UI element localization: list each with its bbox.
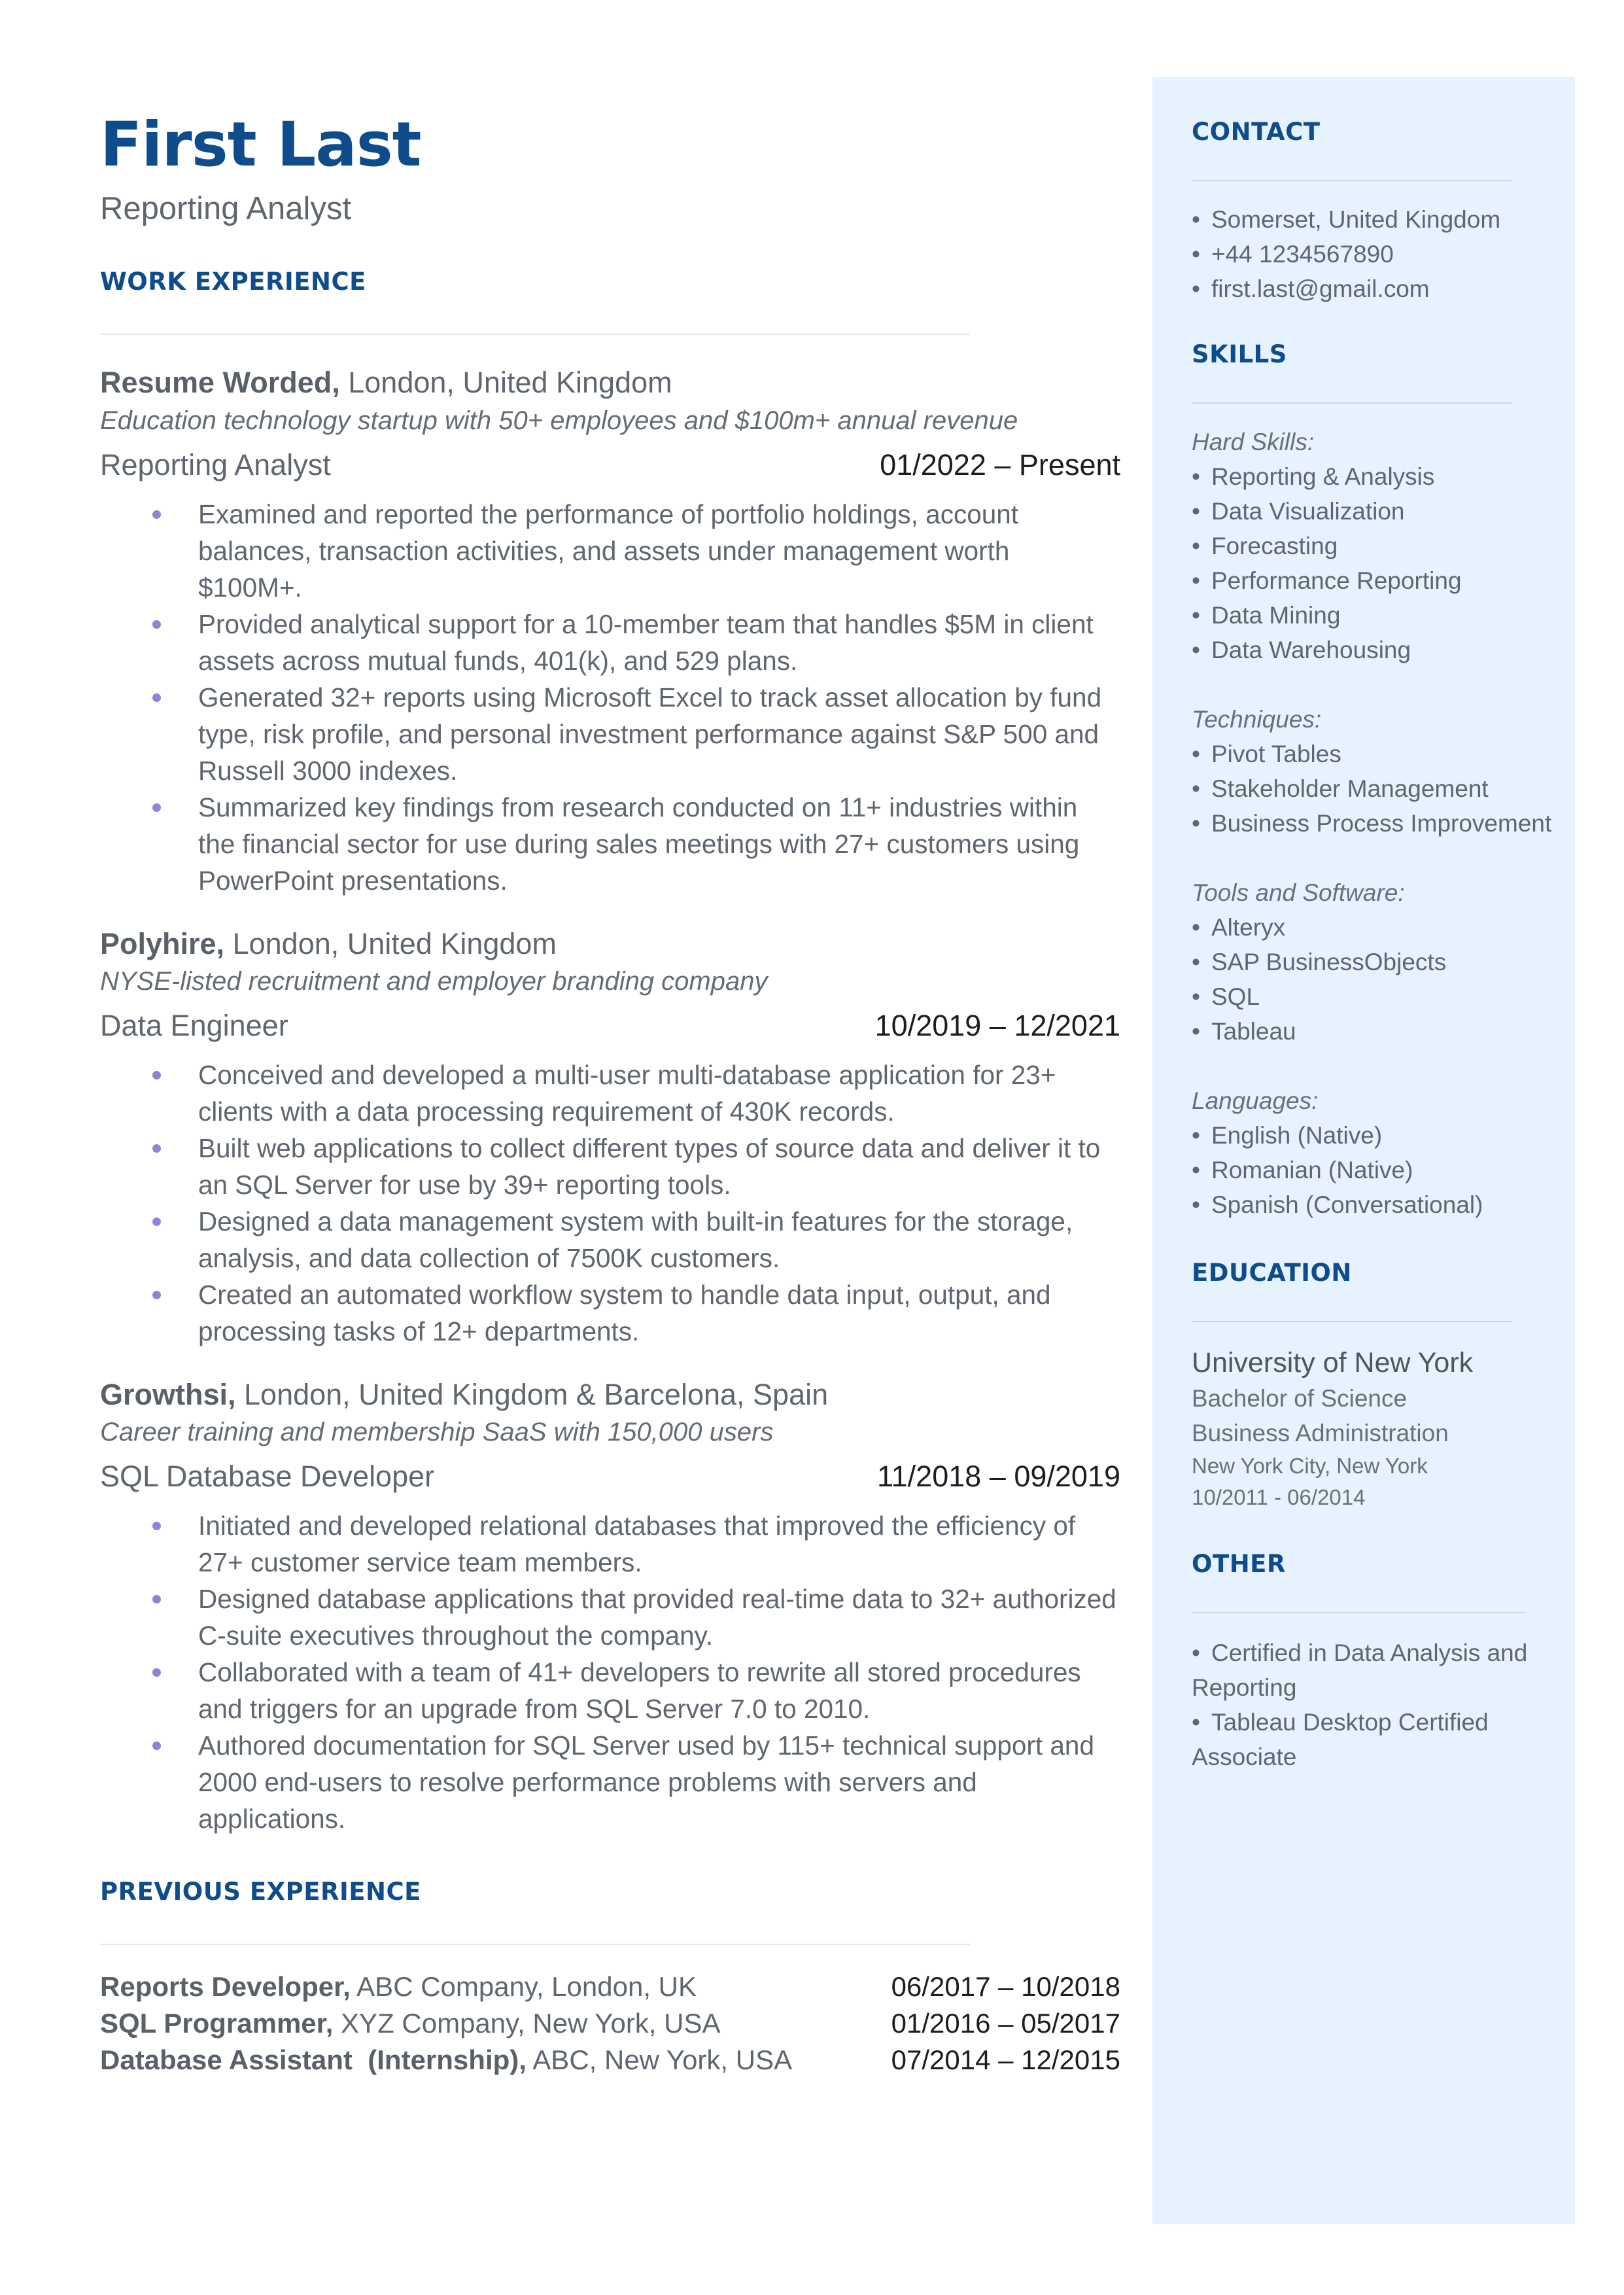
job-bullet: Initiated and developed relational databases that improved the efficiency of 27+ customer service team members.	[100, 1507, 1120, 1581]
work-experience-title: WORK EXPERIENCE	[100, 268, 366, 296]
sidebar-divider	[1192, 1321, 1512, 1322]
skill-item: • Data Mining	[1192, 602, 1341, 629]
company-line	[100, 1376, 1120, 1414]
skill-item: • Performance Reporting	[1192, 567, 1462, 594]
job-dates: 10/2019 – 12/2021	[874, 1009, 1120, 1043]
job-entry	[100, 364, 1120, 898]
previous-role: Database Assistant (Internship),	[100, 2044, 527, 2076]
previous-dates: 07/2014 – 12/2015	[891, 2044, 1120, 2076]
other-item: • Tableau Desktop Certified Associate	[1192, 1709, 1489, 1770]
skill-group	[1192, 1083, 1564, 1222]
skill-group	[1192, 702, 1564, 841]
contact-email[interactable]: • first.last@gmail.com	[1192, 272, 1564, 306]
skill-item: • Pivot Tables	[1192, 741, 1341, 767]
company-location: London, United Kingdom	[339, 366, 672, 400]
education-dates: 10/2011 - 06/2014	[1192, 1485, 1366, 1509]
contact-list	[1192, 202, 1564, 306]
education-degree: Bachelor of Science	[1192, 1385, 1408, 1412]
company-line	[100, 925, 1120, 964]
skill-item: • Reporting & Analysis	[1192, 463, 1435, 490]
education-field: Business Administration	[1192, 1420, 1449, 1446]
contact-location: • Somerset, United Kingdom	[1192, 202, 1564, 237]
previous-dates: 06/2017 – 10/2018	[891, 1971, 1120, 2003]
skill-group	[1192, 875, 1564, 1049]
job-title: Data Engineer	[100, 1009, 288, 1043]
company-description: Education technology startup with 50+ employees and $100m+ annual revenue	[100, 406, 1018, 435]
skill-item: • Alteryx	[1192, 914, 1286, 941]
job-bullet: Collaborated with a team of 41+ developers to rewrite all stored procedures and triggers for an upgrade from SQL Server 7.0 to 2010.	[100, 1654, 1120, 1727]
skill-group-heading: Hard Skills:	[1192, 429, 1315, 455]
bullet-dot: •	[1192, 206, 1200, 233]
skill-group-heading: Languages:	[1192, 1087, 1319, 1114]
previous-experience-title: PREVIOUS EXPERIENCE	[100, 1878, 421, 1906]
job-bullet: Provided analytical support for a 10-member team that handles $5M in client assets across mutual funds, 401(k), and 529 plans.	[100, 606, 1120, 679]
job-bullet: Created an automated workflow system to handle data input, output, and processing tasks of 12+ departments.	[100, 1276, 1120, 1350]
skill-item: • SAP BusinessObjects	[1192, 949, 1447, 975]
job-bullet: Summarized key findings from research conducted on 11+ industries within the financial sector for use during sales meetings with 27+ customers using PowerPoint presentations.	[100, 789, 1120, 899]
skill-group-heading: Techniques:	[1192, 706, 1322, 733]
skill-group	[1192, 425, 1564, 667]
job-title-line	[100, 446, 1120, 485]
sidebar-divider	[1192, 180, 1512, 181]
skill-item: • Business Process Improvement	[1192, 810, 1552, 837]
skill-group-heading: Tools and Software:	[1192, 879, 1405, 906]
education-entry	[1192, 1344, 1564, 1513]
section-divider	[100, 334, 970, 335]
job-bullet: Examined and reported the performance of portfolio holdings, account balances, transaction activities, and assets under management worth $100M+.	[100, 496, 1120, 606]
previous-role: Reports Developer,	[100, 1971, 351, 2003]
company-line	[100, 364, 1120, 402]
sidebar-divider	[1192, 1612, 1525, 1613]
job-bullet: Designed database applications that provided real-time data to 32+ authorized C-suite executives throughout the company.	[100, 1581, 1120, 1654]
sidebar-divider	[1192, 402, 1512, 404]
company-name: Growthsi,	[100, 1377, 236, 1411]
education-location: New York City, New York	[1192, 1454, 1428, 1478]
skill-item: • Data Warehousing	[1192, 637, 1411, 663]
contact-title: CONTACT	[1192, 118, 1321, 146]
education-title: EDUCATION	[1192, 1259, 1352, 1287]
job-dates: 11/2018 – 09/2019	[876, 1460, 1120, 1494]
job-bullets	[100, 496, 1120, 899]
sidebar-content	[1192, 77, 1564, 1774]
contact-phone: • +44 1234567890	[1192, 237, 1564, 272]
job-bullets	[100, 1057, 1120, 1350]
main-column	[100, 111, 1120, 2078]
skills-title: SKILLS	[1192, 340, 1287, 368]
previous-org: XYZ Company, New York, USA	[333, 2008, 721, 2039]
previous-org: ABC, New York, USA	[526, 2044, 793, 2076]
skill-item: • Romanian (Native)	[1192, 1157, 1413, 1183]
job-dates: 01/2022 – Present	[880, 447, 1120, 482]
company-location: London, United Kingdom & Barcelona, Spain	[235, 1377, 829, 1411]
previous-experience-item	[100, 2005, 1120, 2042]
previous-experience-item	[100, 2042, 1120, 2078]
candidate-role: Reporting Analyst	[100, 191, 352, 227]
skill-item: • English (Native)	[1192, 1122, 1383, 1149]
candidate-name: First Last	[100, 109, 421, 181]
previous-experience-list	[100, 1969, 1120, 2078]
job-entry	[100, 925, 1120, 1350]
bullet-dot: •	[1192, 241, 1200, 268]
job-title: Reporting Analyst	[100, 447, 331, 482]
skill-item: • Data Visualization	[1192, 498, 1405, 525]
previous-role: SQL Programmer,	[100, 2008, 334, 2039]
previous-org: ABC Company, London, UK	[350, 1971, 697, 2003]
company-name: Polyhire,	[100, 926, 225, 960]
job-bullet: Built web applications to collect different types of source data and deliver it to an SQL Server for use by 39+ reporting tools.	[100, 1130, 1120, 1203]
job-bullet: Authored documentation for SQL Server used by 115+ technical support and 2000 end-users to resolve performance problems with servers and applications.	[100, 1727, 1120, 1837]
company-description: Career training and membership SaaS with 150,000 users	[100, 1418, 774, 1447]
skill-item: • Forecasting	[1192, 533, 1338, 559]
sidebar	[1152, 77, 1575, 2224]
company-location: London, United Kingdom	[224, 926, 557, 960]
company-name: Resume Worded,	[100, 366, 340, 400]
bullet-dot: •	[1192, 275, 1200, 302]
previous-experience-item	[100, 1969, 1120, 2005]
job-bullets	[100, 1507, 1120, 1837]
education-school: University of New York	[1192, 1347, 1474, 1378]
skill-item: • Stakeholder Management	[1192, 775, 1489, 802]
skill-item: • Tableau	[1192, 1018, 1296, 1045]
company-description: NYSE-listed recruitment and employer branding company	[100, 967, 768, 996]
other-list	[1192, 1636, 1564, 1774]
previous-dates: 01/2016 – 05/2017	[891, 2008, 1120, 2039]
job-title-line	[100, 1006, 1120, 1046]
job-entry	[100, 1376, 1120, 1837]
skill-item: • SQL	[1192, 983, 1260, 1010]
job-bullet: Generated 32+ reports using Microsoft Excel to track asset allocation by fund type, risk profile, and personal investment performance against S&P 500 and Russell 3000 indexes.	[100, 679, 1120, 789]
job-title: SQL Database Developer	[100, 1460, 435, 1494]
section-divider	[100, 1944, 970, 1945]
job-title-line	[100, 1457, 1120, 1497]
other-title: OTHER	[1192, 1550, 1286, 1578]
other-item: • Certified in Data Analysis and Reporting	[1192, 1639, 1528, 1701]
skill-item: • Spanish (Conversational)	[1192, 1191, 1483, 1218]
job-bullet: Designed a data management system with built-in features for the storage, analysis, and data collection of 7500K customers.	[100, 1203, 1120, 1276]
job-bullet: Conceived and developed a multi-user multi-database application for 23+ clients with a data processing requirement of 430K records.	[100, 1057, 1120, 1130]
